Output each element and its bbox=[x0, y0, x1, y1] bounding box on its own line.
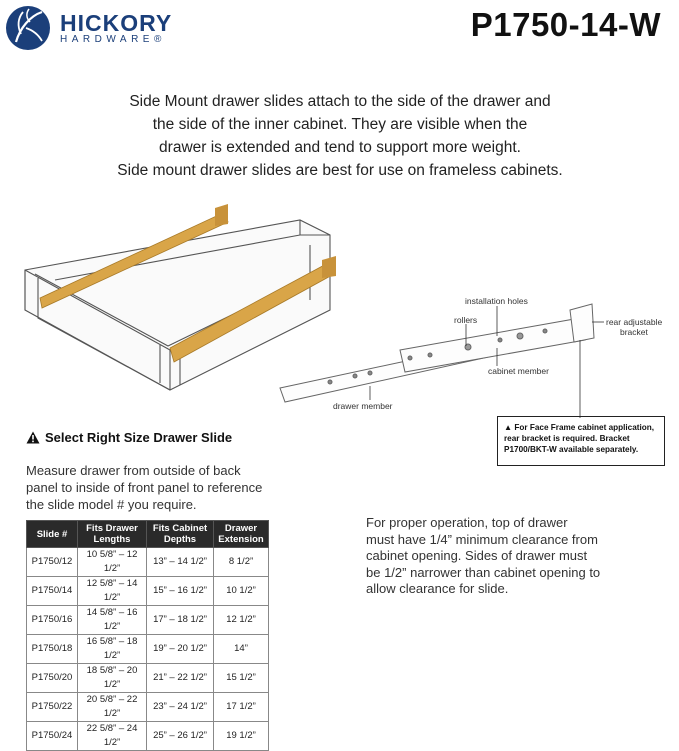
header-drawer-lengths: Fits Drawer Lengths bbox=[78, 521, 147, 548]
section-title bbox=[26, 430, 232, 445]
intro-line: Side Mount drawer slides attach to the side of the drawer and bbox=[129, 93, 551, 110]
clearance-line: allow clearance for slide. bbox=[366, 581, 509, 596]
clearance-line: cabinet opening. Sides of drawer must bbox=[366, 548, 588, 563]
hickory-leaf-icon bbox=[4, 4, 54, 52]
cell: 12 1/2” bbox=[214, 606, 269, 635]
table-row bbox=[27, 577, 269, 606]
cell: 22 5/8” – 24 1/2” bbox=[78, 722, 147, 751]
table-row bbox=[27, 635, 269, 664]
brand-logo bbox=[4, 4, 204, 52]
measure-instructions bbox=[26, 462, 326, 513]
warning-line bbox=[504, 422, 658, 433]
table-row bbox=[27, 606, 269, 635]
cell: P1750/20 bbox=[27, 664, 78, 693]
slide-size-table bbox=[26, 520, 269, 751]
label-drawer-member: drawer member bbox=[333, 401, 393, 411]
cell: 16 5/8” – 18 1/2” bbox=[78, 635, 147, 664]
measure-line: the slide model # you require. bbox=[26, 497, 197, 512]
brand-name: HICKORY bbox=[60, 10, 173, 36]
model-number: P1750-14-W bbox=[470, 6, 661, 43]
face-frame-warning bbox=[497, 416, 665, 466]
cell: P1750/12 bbox=[27, 548, 78, 577]
cell: 13” – 14 1/2” bbox=[147, 548, 214, 577]
cell: P1750/22 bbox=[27, 693, 78, 722]
clearance-line: be 1/2” narrower than cabinet opening to bbox=[366, 564, 601, 580]
brand-subtitle: HARDWARE® bbox=[60, 34, 166, 45]
cell: P1750/14 bbox=[27, 577, 78, 606]
header-drawer-extension: Drawer Extension bbox=[214, 521, 269, 548]
cell: 10 1/2” bbox=[214, 577, 269, 606]
cell: P1750/18 bbox=[27, 635, 78, 664]
label-rear-bracket-2: bracket bbox=[620, 327, 648, 337]
cell: 20 5/8” – 22 1/2” bbox=[78, 693, 147, 722]
table-row bbox=[27, 548, 269, 577]
cell: 14 5/8” – 16 1/2” bbox=[78, 606, 147, 635]
cell: 21” – 22 1/2” bbox=[147, 664, 214, 693]
table-row bbox=[27, 664, 269, 693]
cell: 12 5/8” – 14 1/2” bbox=[78, 577, 147, 606]
intro-text bbox=[40, 90, 640, 182]
cell: 10 5/8” – 12 1/2” bbox=[78, 548, 147, 577]
table-row bbox=[27, 693, 269, 722]
cell: 14” bbox=[214, 635, 269, 664]
section-title-text: Select Right Size Drawer Slide bbox=[45, 430, 233, 445]
measure-line: Measure drawer from outside of back bbox=[26, 463, 241, 478]
cell: 18 5/8” – 20 1/2” bbox=[78, 664, 147, 693]
warning-line: rear bracket is required. Bracket bbox=[504, 434, 630, 443]
table-header-row bbox=[27, 521, 269, 548]
cell: 23” – 24 1/2” bbox=[147, 693, 214, 722]
cell: 17 1/2” bbox=[214, 693, 269, 722]
label-rear-bracket-1: rear adjustable bbox=[606, 317, 663, 327]
warning-line: P1700/BKT-W available separately. bbox=[504, 445, 639, 454]
intro-line: the side of the inner cabinet. They are visible when the bbox=[152, 116, 528, 133]
cell: 8 1/2” bbox=[214, 548, 269, 577]
cell: 17” – 18 1/2” bbox=[147, 606, 214, 635]
clearance-line: For proper operation, top of drawer bbox=[366, 515, 568, 530]
cell: 19” – 20 1/2” bbox=[147, 635, 214, 664]
cell: P1750/24 bbox=[27, 722, 78, 751]
slide-detail-drawing bbox=[280, 304, 594, 402]
warning-icon: ▲ bbox=[504, 423, 513, 432]
intro-line: Side mount drawer slides are best for use on frameless cabinets. bbox=[117, 162, 563, 179]
measure-line: panel to inside of front panel to reference bbox=[26, 480, 263, 495]
header-slide: Slide # bbox=[27, 521, 78, 548]
label-cabinet-member: cabinet member bbox=[488, 366, 549, 376]
table-row bbox=[27, 722, 269, 751]
warning-triangle-icon bbox=[26, 431, 40, 444]
cell: 15 1/2” bbox=[214, 664, 269, 693]
cell: 25” – 26 1/2” bbox=[147, 722, 214, 751]
cell: 19 1/2” bbox=[214, 722, 269, 751]
intro-line: drawer is extended and tend to support more weight. bbox=[159, 139, 521, 156]
label-installation-holes: installation holes bbox=[465, 296, 528, 306]
cell: P1750/16 bbox=[27, 606, 78, 635]
cell: 15” – 16 1/2” bbox=[147, 577, 214, 606]
drawer-slide-illustration bbox=[0, 190, 679, 440]
header-cabinet-depths: Fits Cabinet Depths bbox=[147, 521, 214, 548]
label-rollers: rollers bbox=[454, 315, 478, 325]
clearance-note bbox=[366, 515, 656, 598]
warning-text: For Face Frame cabinet application, bbox=[514, 423, 655, 432]
clearance-line: must have 1/4” minimum clearance from bbox=[366, 531, 598, 547]
